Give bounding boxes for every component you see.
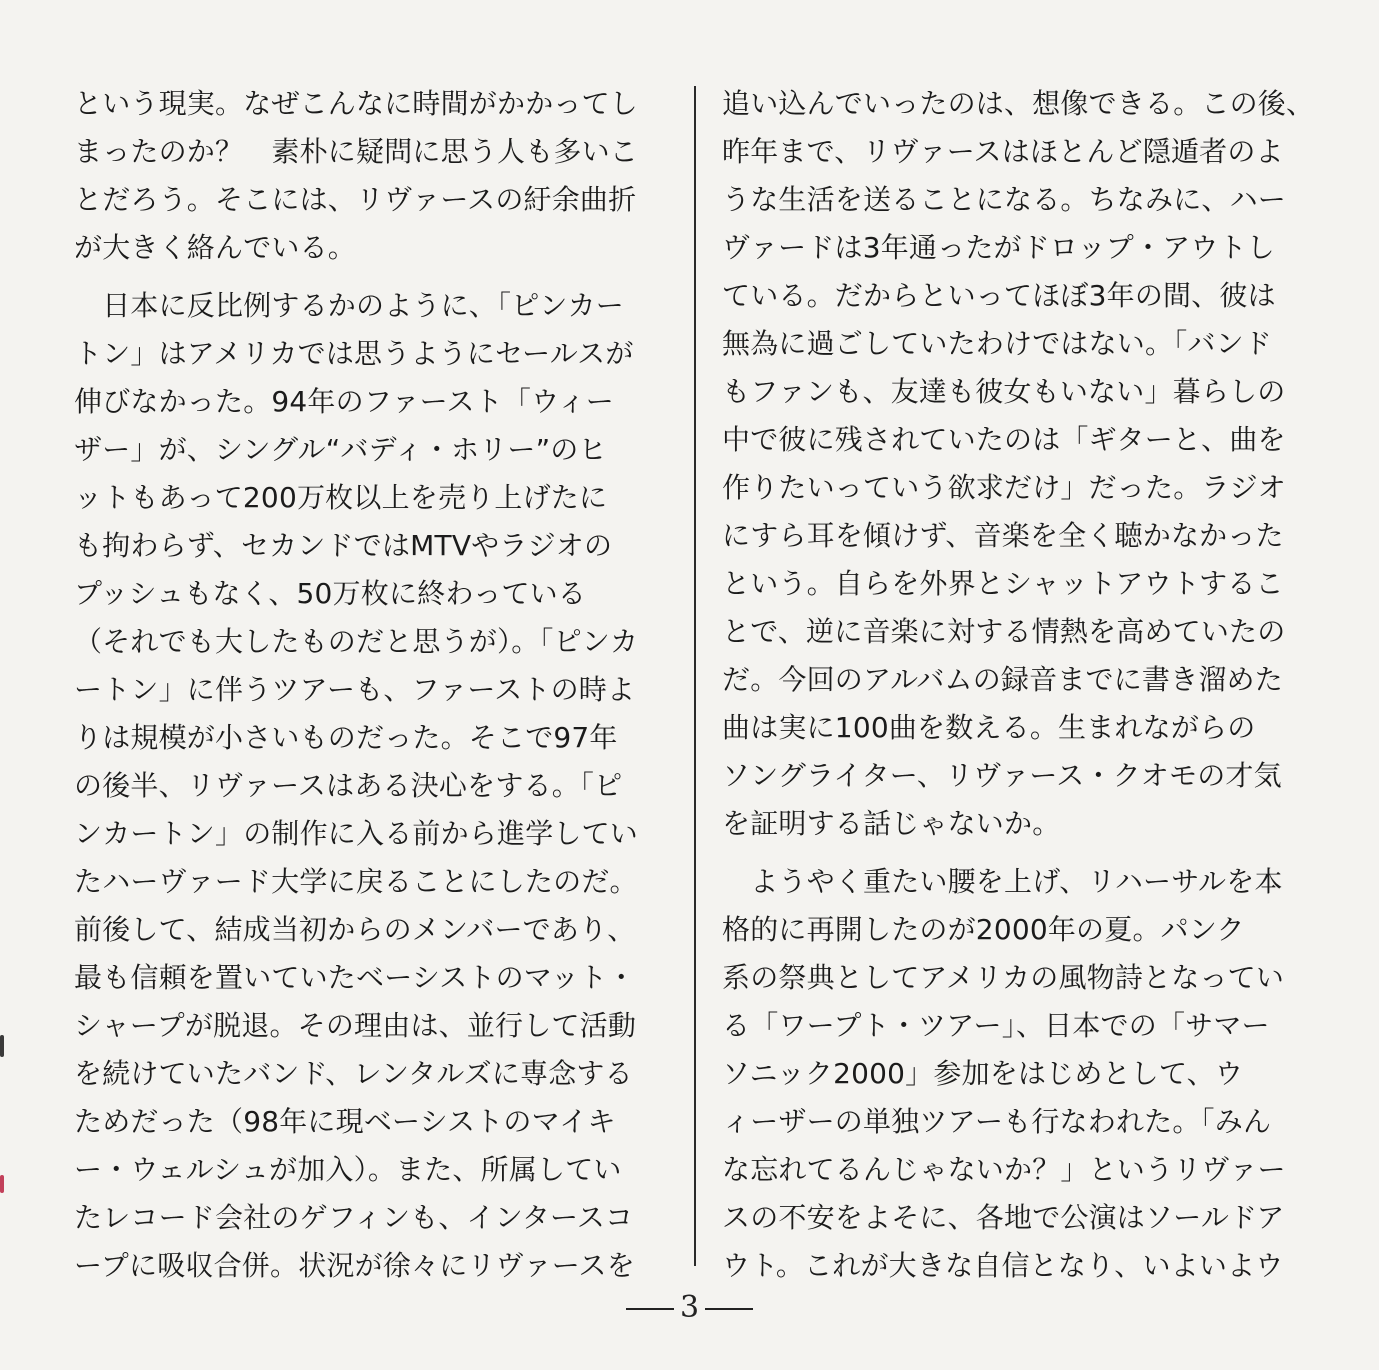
text-line: 作りたいっていう欲求だけ」だった。ラジオ — [722, 471, 1287, 504]
text-line: も拘わらず、セカンドではMTVやラジオの — [74, 529, 613, 562]
text-line: 日本に反比例するかのように、「ピンカー — [74, 289, 625, 322]
text-line: まったのか？ 素朴に疑問に思う人も多いこ — [74, 135, 639, 168]
text-line: 中で彼に残されていたのは「ギターと、曲を — [722, 423, 1286, 456]
text-line: 格的に再開したのが2000年の夏。パンク — [722, 913, 1245, 946]
text-line: という。自らを外界とシャットアウトするこ — [722, 567, 1284, 600]
text-line: を続けていたバンド、レンタルズに専念する — [74, 1057, 633, 1090]
text-line: る「ワープト・ツアー」、日本での「サマー — [722, 1009, 1270, 1042]
text-line: ー・ウェルシュが加入）。また、所属してい — [74, 1153, 622, 1186]
text-line: だ。今回のアルバムの録音までに書き溜めた — [722, 663, 1283, 696]
text-line: ている。だからといってほぼ3年の間、彼は — [722, 279, 1276, 312]
text-line: ウト。これが大きな自信となり、いよいよウ — [722, 1249, 1284, 1282]
edge-mark-red — [0, 1175, 4, 1193]
text-line: トン」はアメリカでは思うようにセールスが — [74, 337, 634, 370]
text-line: ートン」に伴うツアーも、ファーストの時よ — [74, 673, 636, 706]
left-paragraph-1 — [74, 80, 666, 272]
text-line: シャープが脱退。その理由は、並行して活動 — [74, 1009, 637, 1042]
text-line: （それでも大したものだと思うが）。「ピンカ — [74, 625, 639, 658]
text-line: 前後して、結成当初からのメンバーであり、 — [74, 913, 636, 946]
text-line: な忘れてるんじゃないか？」というリヴァー — [722, 1153, 1286, 1186]
text-line: が大きく絡んでいる。 — [74, 231, 357, 264]
text-line: ようやく重たい腰を上げ、リハーサルを本 — [722, 865, 1283, 898]
text-line: とで、逆に音楽に対する情熱を高めていたの — [722, 615, 1286, 648]
text-line: スの不安をよそに、各地で公演はソールドア — [722, 1201, 1285, 1234]
text-line: ンカートン」の制作に入る前から進学してい — [74, 817, 639, 850]
text-line: ットもあって200万枚以上を売り上げたに — [74, 481, 608, 514]
text-line: たハーヴァード大学に戻ることにしたのだ。 — [74, 865, 638, 898]
text-line: 系の祭典としてアメリカの風物詩となってい — [722, 961, 1285, 994]
page-number-value: 3 — [679, 1290, 700, 1325]
text-line: ためだった（98年に現ベーシストのマイキ — [74, 1105, 616, 1138]
edge-mark-dark — [0, 1035, 4, 1057]
text-line: 無為に過ごしていたわけではない。「バンド — [722, 327, 1273, 360]
text-line: にすら耳を傾けず、音楽を全く聴かなかった — [722, 519, 1284, 552]
right-column — [722, 80, 1314, 1290]
text-line: 伸びなかった。94年のファースト「ウィー — [74, 385, 614, 418]
text-line: 曲は実に100曲を数える。生まれながらの — [722, 711, 1256, 744]
left-paragraph-2 — [74, 282, 666, 1290]
text-line: を証明する話じゃないか。 — [722, 807, 1061, 840]
page-number-dash-right — [705, 1308, 753, 1310]
text-line: の後半、リヴァースはある決心をする。「ピ — [74, 769, 623, 802]
text-line: という現実。なぜこんなに時間がかかってし — [74, 87, 639, 120]
text-line: ィーザーの単独ツアーも行なわれた。「みん — [722, 1105, 1272, 1138]
text-line: ソングライター、リヴァース・クオモの才気 — [722, 759, 1282, 792]
text-line: うな生活を送ることになる。ちなみに、ハー — [722, 183, 1287, 216]
text-line: プッシュもなく、50万枚に終わっている — [74, 577, 587, 610]
paragraph-gap — [722, 848, 1314, 858]
text-line: 昨年まで、リヴァースはほとんど隠遁者のよ — [722, 135, 1284, 168]
left-column — [74, 80, 666, 1290]
text-line: とだろう。そこには、リヴァースの紆余曲折 — [74, 183, 637, 216]
page-number-dash-left — [626, 1308, 674, 1310]
text-line: りは規模が小さいものだった。そこで97年 — [74, 721, 618, 754]
text-line: ザー」が、シングル“バディ・ホリー”のヒ — [74, 433, 607, 466]
paragraph-gap — [74, 272, 666, 282]
text-line: ープに吸収合併。状況が徐々にリヴァースを — [74, 1249, 635, 1282]
column-divider — [694, 86, 696, 1266]
right-paragraph-1 — [722, 80, 1314, 848]
text-line: 追い込んでいったのは、想像できる。この後、 — [722, 87, 1314, 120]
text-line: 最も信頼を置いていたベーシストのマット・ — [74, 961, 636, 994]
text-line: たレコード会社のゲフィンも、インタースコ — [74, 1201, 634, 1234]
page-number — [0, 1290, 1379, 1325]
text-line: ヴァードは3年通ったがドロップ・アウトし — [722, 231, 1275, 264]
right-paragraph-2 — [722, 858, 1314, 1290]
text-line: ソニック2000」参加をはじめとして、ウ — [722, 1057, 1244, 1090]
text-line: もファンも、友達も彼女もいない」暮らしの — [722, 375, 1286, 408]
